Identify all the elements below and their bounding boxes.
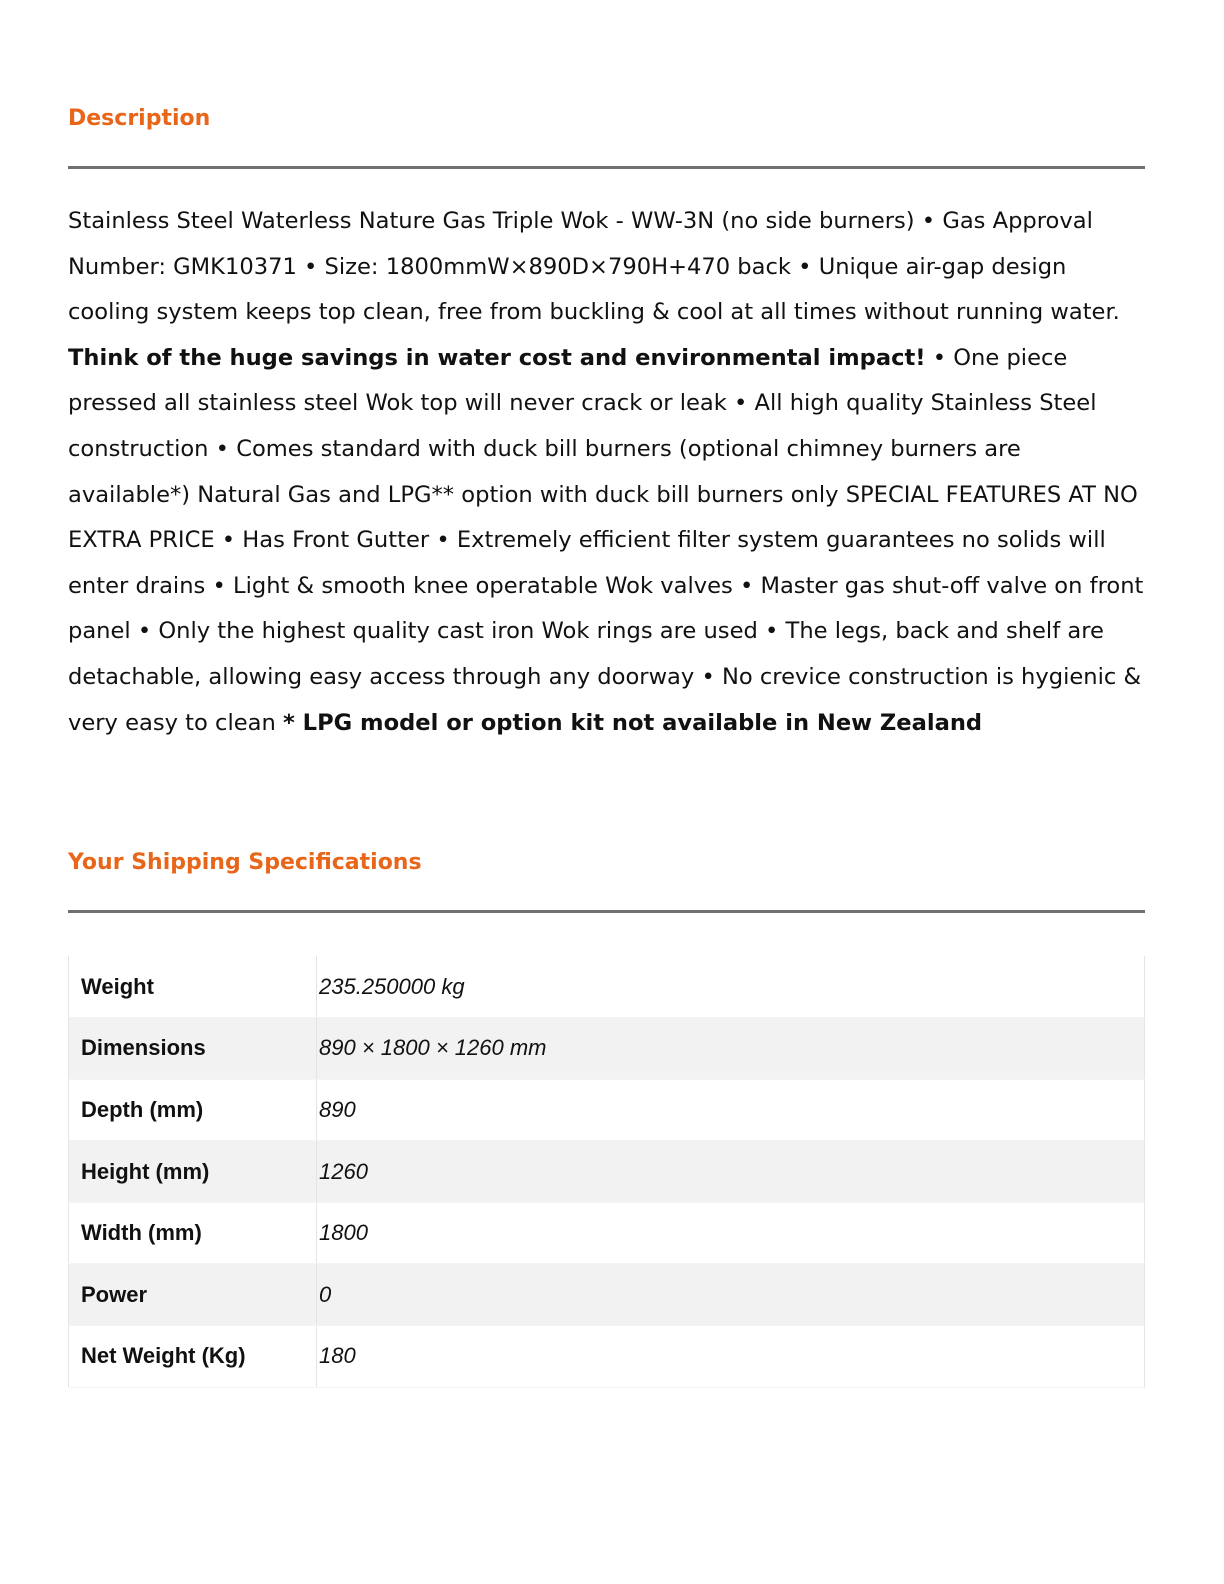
shipping-heading: Your Shipping Specifications xyxy=(68,850,422,875)
description-heading: Description xyxy=(68,106,211,131)
description-text xyxy=(68,199,1145,746)
table-row xyxy=(69,1079,1145,1141)
description-part-1: Stainless Steel Waterless Nature Gas Triple Wok - WW-3N (no side burners) • Gas Approval Number: GMK10371 • Size: 1800mmW×890D×790H+470 back • Unique air-gap design cooling system keeps top clean, free from buckling & cool at all times without running water. xyxy=(68,208,1120,326)
table-row xyxy=(69,1141,1145,1203)
shipping-divider xyxy=(68,910,1145,913)
spec-label: Dimensions xyxy=(69,1018,317,1080)
spec-value: 1800 xyxy=(317,1202,1145,1264)
spec-label: Net Weight (Kg) xyxy=(69,1326,317,1388)
spec-value: 1260 xyxy=(317,1141,1145,1203)
table-row xyxy=(69,956,1145,1018)
description-highlight-1: Think of the huge savings in water cost and environmental impact! xyxy=(68,344,926,371)
shipping-specs-table xyxy=(68,956,1145,1388)
spec-value: 235.250000 kg xyxy=(317,956,1145,1018)
description-highlight-2: * LPG model or option kit not available in New Zealand xyxy=(283,709,983,736)
spec-label: Height (mm) xyxy=(69,1141,317,1203)
spec-value: 890 × 1800 × 1260 mm xyxy=(317,1018,1145,1080)
table-row xyxy=(69,1264,1145,1326)
spec-label: Depth (mm) xyxy=(69,1079,317,1141)
table-row xyxy=(69,1326,1145,1388)
table-row xyxy=(69,1018,1145,1080)
spec-value: 890 xyxy=(317,1079,1145,1141)
description-divider xyxy=(68,166,1145,169)
spec-label: Width (mm) xyxy=(69,1202,317,1264)
spec-value: 0 xyxy=(317,1264,1145,1326)
spec-label: Power xyxy=(69,1264,317,1326)
description-part-2: • One piece pressed all stainless steel Wok top will never crack or leak • All high quality Stainless Steel construction • Comes standard with duck bill burners (optional chimney burners are available*) Natural Gas and LPG** option with duck bill burners only SPECIAL FEATURES AT NO EXTRA PRICE • Has Front Gutter • Extremely efficient filter system guarantees no solids will enter drains • Light & smooth knee operatable Wok valves • Master gas shut-off valve on front panel • Only the highest quality cast iron Wok rings are used • The legs, back and shelf are detachable, allowing easy access through any doorway • No crevice construction is hygienic & very easy to clean xyxy=(68,344,1144,736)
spec-value: 180 xyxy=(317,1326,1145,1388)
table-row xyxy=(69,1202,1145,1264)
spec-label: Weight xyxy=(69,956,317,1018)
